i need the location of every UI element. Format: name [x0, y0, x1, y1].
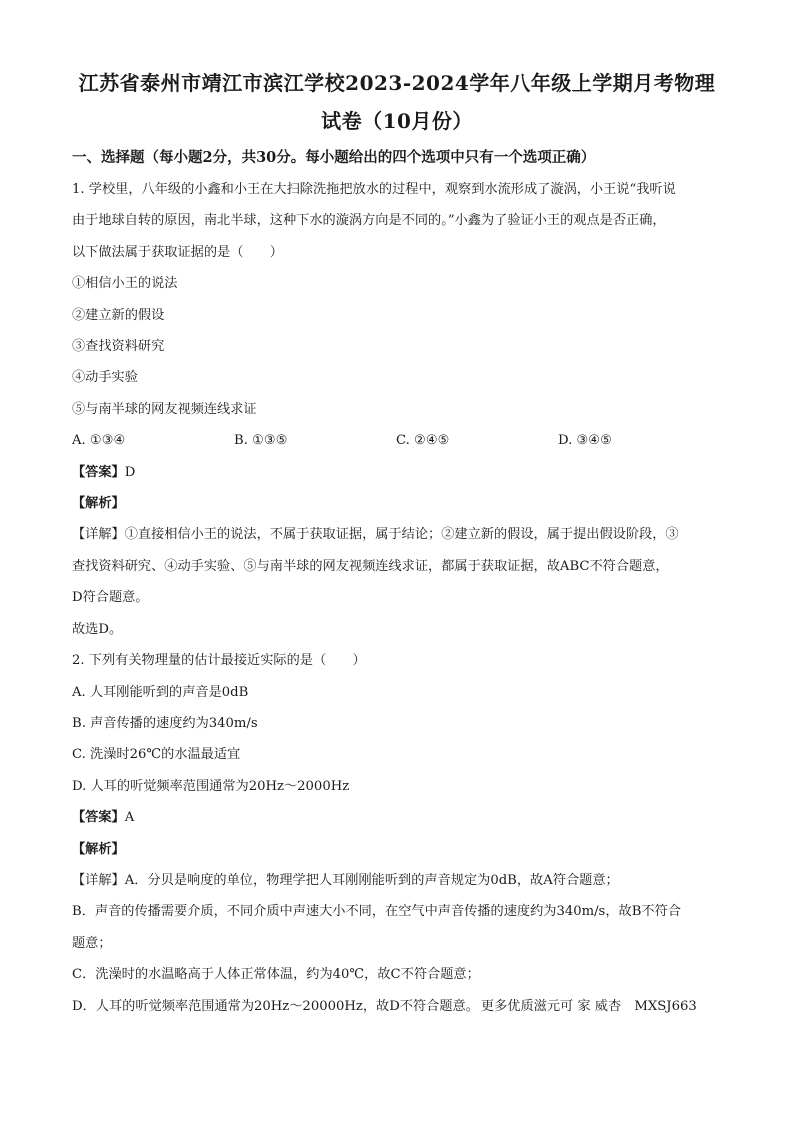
- q2-last-line: [72, 991, 722, 1022]
- answer-value: D: [124, 464, 136, 480]
- detail-label: 【详解】: [72, 527, 125, 543]
- detail-label: 【详解】: [72, 872, 125, 888]
- q1-detail-line: D符合题意。: [72, 590, 149, 606]
- q1-item: ④动手实验: [72, 370, 138, 386]
- q1-option-d: D. ③④⑤: [558, 433, 612, 449]
- q1-options: [72, 425, 722, 456]
- question-1: [72, 174, 722, 645]
- q1-stem-line: 以下做法属于获取证据的是（ ）: [72, 244, 283, 260]
- q2-analysis: [72, 834, 722, 865]
- title-line-1: 江苏省泰州市靖江市滨江学校2023-2024学年八年级上学期月考物理: [78, 71, 716, 95]
- q1-option-a: A. ①③④: [72, 433, 126, 449]
- q2-option-c: C. 洗澡时26℃的水温最适宜: [72, 747, 241, 763]
- q1-item: ③查找资料研究: [72, 339, 165, 355]
- detail-text: ①直接相信小王的说法，不属于获取证据，属于结论；②建立新的假设，属于提出假设阶段，③: [124, 527, 679, 543]
- q1-item: ①相信小王的说法: [72, 276, 178, 292]
- q1-answer: [72, 457, 722, 488]
- document-title: [72, 64, 722, 140]
- q1-stem-line: 1. 学校里，八年级的小鑫和小王在大扫除洗拖把放水的过程中，观察到水流形成了漩涡，小王说“我听说: [72, 182, 676, 197]
- q2-option-a: A. 人耳刚能听到的声音是0dB: [72, 684, 249, 700]
- q2-detail-line: [72, 865, 722, 896]
- q1-option-c: C. ②④⑤: [396, 433, 450, 449]
- q1-item: ②建立新的假设: [72, 307, 165, 323]
- q2-option-b: B. 声音传播的速度约为340m/s: [72, 715, 258, 731]
- q1-conclusion: 故选D。: [72, 621, 123, 637]
- q2-detail-line: B．声音的传播需要介质，不同介质中声速大小不同，在空气中声音传播的速度约为340m/s，故B不符合: [72, 904, 681, 920]
- q2-answer: [72, 802, 722, 833]
- q1-stem-line: 由于地球自转的原因，南北半球，这种下水的漩涡方向是不同的。”小鑫为了验证小王的观点是否正确，: [72, 213, 666, 229]
- q1-detail-line: 查找资料研究、④动手实验、⑤与南半球的网友视频连线求证，都属于获取证据，故ABC不符合题意，: [72, 558, 669, 574]
- question-2: [72, 645, 722, 1022]
- q1-item: ⑤与南半球的网友视频连线求证: [72, 401, 257, 417]
- analysis-label: 【解析】: [72, 841, 125, 857]
- detail-text: A．分贝是响度的单位，物理学把人耳刚刚能听到的声音规定为0dB，故A符合题意；: [124, 872, 619, 888]
- q1-detail-line: [72, 519, 722, 550]
- answer-label: 【答案】: [72, 464, 125, 480]
- answer-label: 【答案】: [72, 810, 125, 826]
- analysis-label: 【解析】: [72, 496, 125, 512]
- q2-option-d: D. 人耳的听觉频率范围通常为20Hz～2000Hz: [72, 778, 350, 794]
- answer-value: A: [124, 810, 135, 826]
- title-line-2: 试卷（10月份）: [321, 109, 473, 133]
- promo-text: 更多优质滋元可 家 威杏 MXSJ663: [480, 998, 697, 1014]
- q1-analysis: [72, 488, 722, 519]
- q1-option-b: B. ①③⑤: [234, 433, 288, 449]
- q2-stem: 2. 下列有关物理量的估计最接近实际的是（ ）: [72, 653, 366, 669]
- q2-detail-line: C．洗澡时的水温略高于人体正常体温，约为40℃，故C不符合题意；: [72, 967, 480, 983]
- section-heading: 一、选择题（每小题2分，共30分。每小题给出的四个选项中只有一个选项正确）: [72, 149, 596, 166]
- q2-detail-line: 题意；: [72, 935, 112, 951]
- q2-detail-d: D．人耳的听觉频率范围通常为20Hz～20000Hz，故D不符合题意。: [72, 998, 479, 1014]
